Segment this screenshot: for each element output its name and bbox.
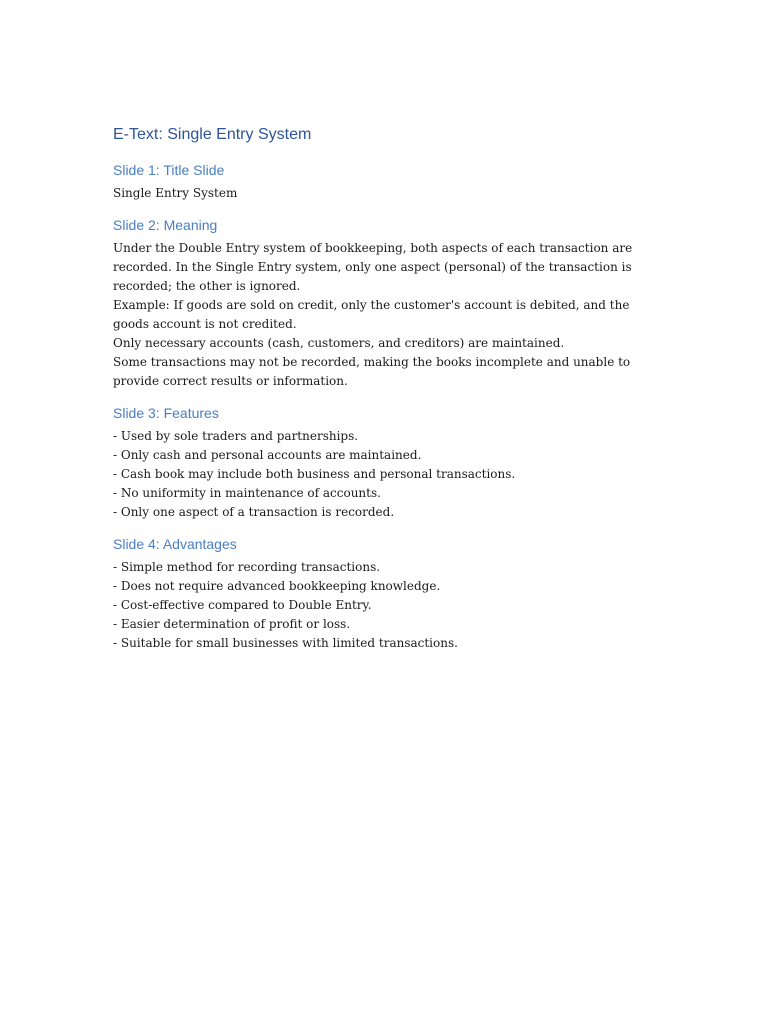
section-features bbox=[113, 403, 658, 522]
list-item: - Cash book may include both business and personal transactions. bbox=[113, 467, 516, 481]
list-item: - Suitable for small businesses with limited transactions. bbox=[113, 636, 458, 650]
paragraph-line: Single Entry System bbox=[113, 186, 238, 200]
section-meaning bbox=[113, 215, 658, 391]
section-heading: Slide 4: Advantages bbox=[113, 536, 237, 552]
section-heading: Slide 2: Meaning bbox=[113, 217, 218, 233]
section-heading: Slide 1: Title Slide bbox=[113, 162, 225, 178]
list-item: - Only cash and personal accounts are maintained. bbox=[113, 448, 422, 462]
list-item: - Easier determination of profit or loss. bbox=[113, 617, 351, 631]
paragraph-line: Under the Double Entry system of bookkeeping, both aspects of each transaction are recorded. In the Single Entry system, only one aspect (personal) of the transaction is recorded; the other is ignored. bbox=[113, 241, 633, 293]
list-item: - Does not require advanced bookkeeping knowledge. bbox=[113, 579, 441, 593]
list-item: - Used by sole traders and partnerships. bbox=[113, 429, 359, 443]
list-item: - Cost-effective compared to Double Entry. bbox=[113, 598, 372, 612]
document-page bbox=[113, 124, 658, 665]
list-item: - Simple method for recording transactions. bbox=[113, 560, 381, 574]
list-item: - No uniformity in maintenance of accounts. bbox=[113, 486, 381, 500]
paragraph-line: Only necessary accounts (cash, customers, and creditors) are maintained. bbox=[113, 336, 565, 350]
paragraph-line: Some transactions may not be recorded, making the books incomplete and unable to provide correct results or information. bbox=[113, 355, 631, 388]
paragraph-line: Example: If goods are sold on credit, only the customer's account is debited, and the goods account is not credited. bbox=[113, 298, 630, 331]
document-title: E-Text: Single Entry System bbox=[113, 126, 312, 143]
section-advantages bbox=[113, 534, 658, 653]
list-item: - Only one aspect of a transaction is recorded. bbox=[113, 505, 395, 519]
section-title-slide bbox=[113, 160, 658, 203]
section-heading: Slide 3: Features bbox=[113, 405, 219, 421]
